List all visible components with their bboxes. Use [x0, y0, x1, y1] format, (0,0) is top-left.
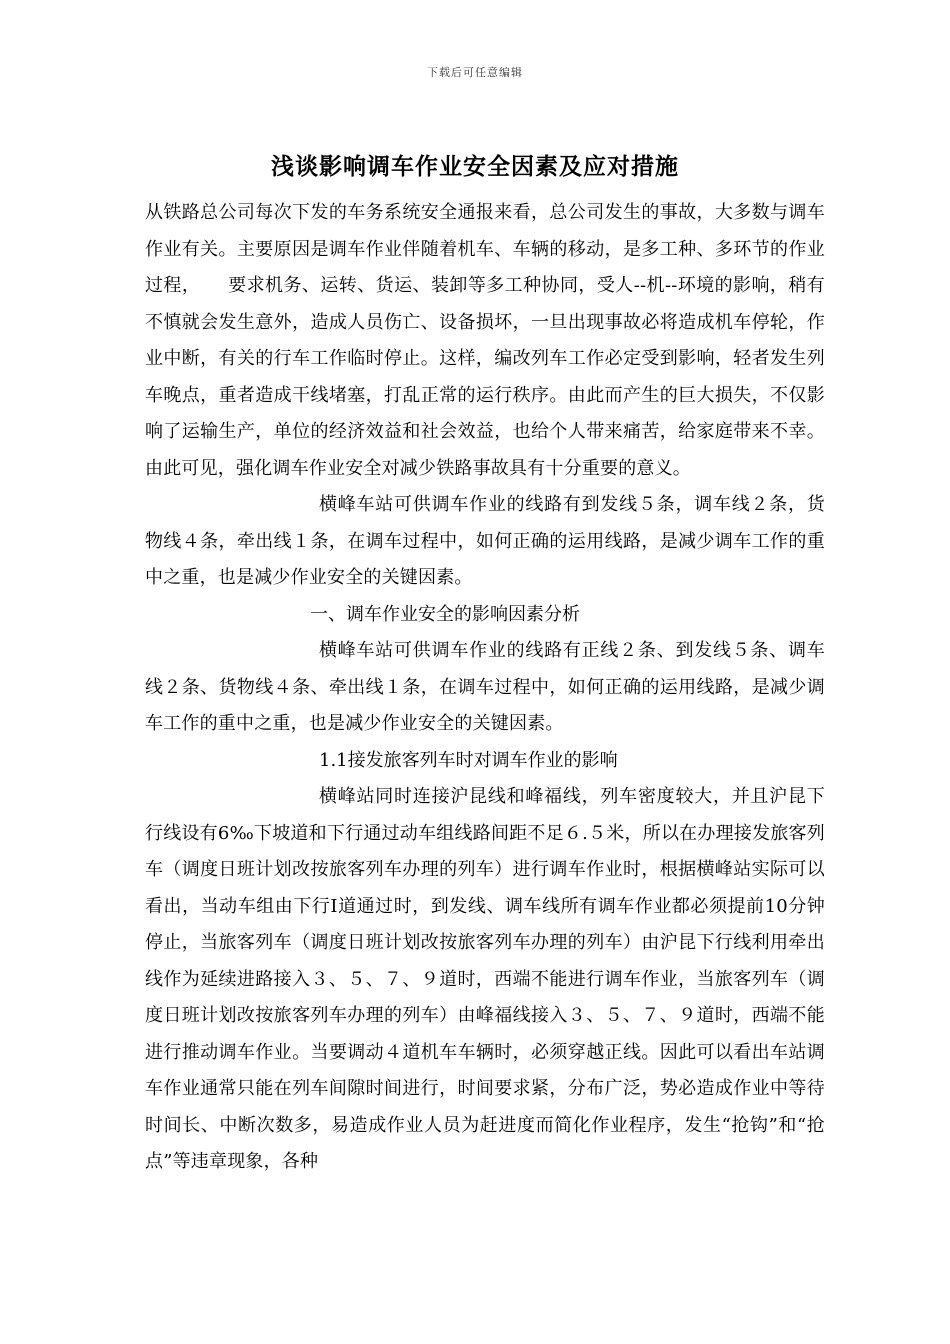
- document-title: 浅谈影响调车作业安全因素及应对措施: [271, 153, 679, 180]
- section-heading-1: 一、调车作业安全的影响因素分析: [310, 603, 580, 625]
- document-body: [145, 195, 825, 1181]
- paragraph-station-lines: 横峰车站可供调车作业的线路有到发线５条，调车线２条，货物线４条，牵出线１条，在调车过程中，如何正确的运用线路，是减少调车工作的重中之重，也是减少作业安全的关键因素。: [145, 494, 825, 588]
- paragraph-station-lines-detail: 横峰车站可供调车作业的线路有正线２条、到发线５条、调车线２条、货物线４条、牵出线１条，在调车过程中，如何正确的运用线路，是减少调车工作的重中之重，也是减少作业安全的关键因素。: [145, 640, 825, 734]
- header-note: 下载后可任意编辑: [427, 66, 523, 79]
- paragraph-passenger-train-impact: 横峰站同时连接沪昆线和峰福线，列车密度较大，并且沪昆下行线设有6‰下坡道和下行通过动车组线路间距不足６.５米，所以在办理接发旅客列车（调度日班计划改按旅客列车办理的列车）进行调车作业时，根据横峰站实际可以看出，当动车组由下行Ⅰ道通过时，到发线、调车线所有调车作业都必须提前10分钟停止，当旅客列车（调度日班计划改按旅客列车办理的列车）由沪昆下行线利用牵出线作为延续进路接入３、５、７、９道时，西端不能进行调车作业，当旅客列车（调度日班计划改按旅客列车办理的列车）由峰福线接入３、５、７、９道时，西端不能进行推动调车作业。当要调动４道机车车辆时，必须穿越正线。因此可以看出车站调车作业通常只能在列车间隙时间进行，时间要求紧，分布广泛，势必造成作业中等待时间长、中断次数多，易造成作业人员为赶进度而简化作业程序，发生“抢钩”和“抢点”等违章现象，各种: [145, 786, 825, 1172]
- paragraph-intro: 从铁路总公司每次下发的车务系统安全通报来看，总公司发生的事故，大多数与调车作业有关。主要原因是调车作业伴随着机车、车辆的移动，是多工种、多环节的作业过程， 要求机务、运转、货运、装卸等多工种协同，受人--机--环境的影响，稍有不慎就会发生意外，造成人员伤亡、设备损坏，一旦出现事故必将造成机车停轮，作业中断，有关的行车工作临时停止。这样，编改列车工作必定受到影响，轻者发生列车晚点，重者造成干线堵塞，打乱正常的运行秩序。由此而产生的巨大损失，不仅影响了运输生产，单位的经济效益和社会效益，也给个人带来痛苦，给家庭带来不幸。由此可见，强化调车作业安全对减少铁路事故具有十分重要的意义。: [145, 202, 825, 479]
- subsection-heading-1-1: 1.1接发旅客列车时对调车作业的影响: [319, 749, 618, 771]
